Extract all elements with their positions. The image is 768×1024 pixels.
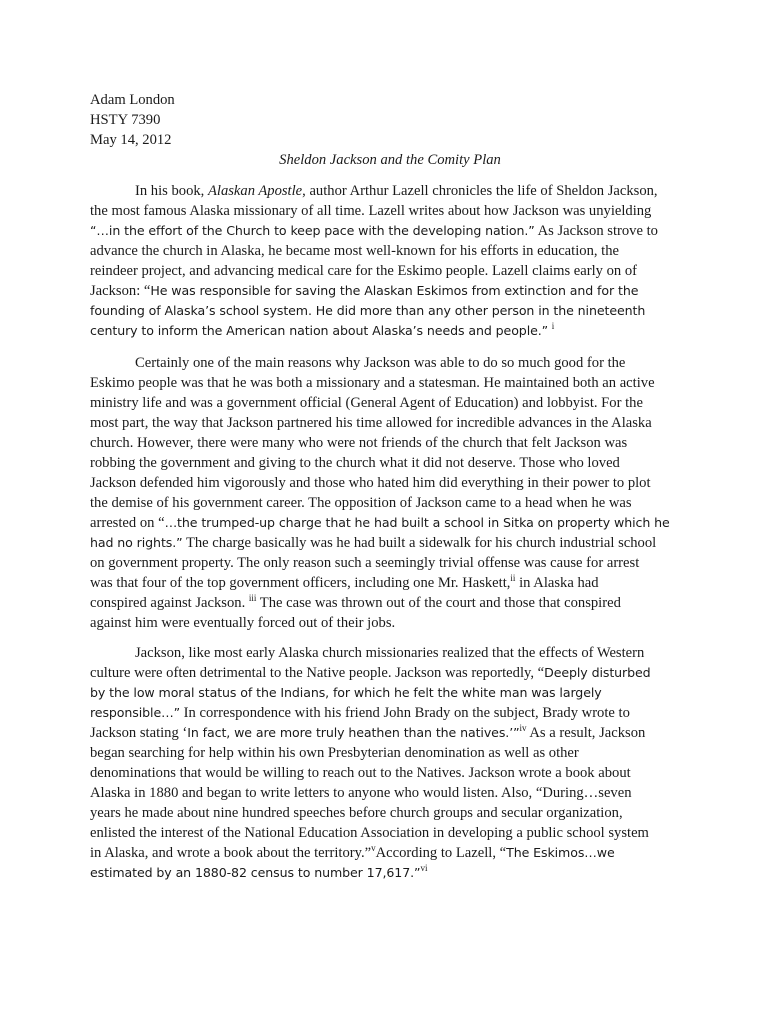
text-run: culture were often detrimental to the Native people. Jackson was reportedly, “	[90, 665, 545, 681]
paragraph-line	[90, 181, 690, 201]
paragraph-line: years he made about nine hundred speeches before church groups and secular organization,	[90, 805, 623, 821]
quoted-text: Deeply disturbed	[544, 665, 651, 680]
paragraph-line	[90, 573, 690, 593]
paragraph-line: ministry life and was a government official (General Agent of Education) and lobbyist. For the	[90, 395, 643, 411]
paragraph-line: robbing the government and giving to the church what it did not deserve. Those who loved	[90, 455, 620, 471]
quoted-text: …the trumped-up charge that he had built a school in Sitka on property which he	[164, 515, 670, 530]
course-code: HSTY 7390	[90, 112, 161, 128]
quoted-text: He was responsible for saving the Alaskan Eskimos from extinction and for the	[150, 283, 639, 298]
paragraph-1	[90, 181, 690, 341]
text-run: , author Arthur Lazell chronicles the life of Sheldon Jackson,	[302, 183, 658, 199]
paragraph-line: most part, the way that Jackson partnered his time allowed for incredible advances in the Alaska	[90, 415, 652, 431]
text-run: in Alaska had	[515, 575, 599, 591]
text-run: Jackson stating ‘	[90, 725, 188, 741]
paragraph-line	[90, 843, 690, 863]
quoted-text: century to inform the American nation about Alaska’s needs and people.”	[90, 323, 549, 338]
text-run: According to Lazell, “	[375, 845, 507, 861]
text-run: Jackson: “	[90, 283, 151, 299]
quoted-text: responsible…”	[90, 705, 181, 720]
paragraph-line: denominations that would be willing to reach out to the Natives. Jackson wrote a book about	[90, 765, 631, 781]
quoted-text: estimated by an 1880-82 census to number 17,617.”	[90, 865, 421, 880]
footnote-marker[interactable]: ii	[510, 573, 516, 584]
paragraph-line	[90, 513, 690, 533]
paragraph-3	[90, 643, 690, 883]
paragraph-line: by the low moral status of the Indians, for which he felt the white man was largely	[90, 685, 602, 700]
paragraph-line: church. However, there were many who were not friends of the church that felt Jackson was	[90, 435, 628, 451]
document-title: Sheldon Jackson and the Comity Plan	[279, 152, 501, 168]
paragraph-line	[90, 281, 690, 301]
paragraph-line: the demise of his government career. The opposition of Jackson came to a head when he was	[90, 495, 632, 511]
paragraph-line: enlisted the interest of the National Education Association in developing a public school system	[90, 825, 649, 841]
paragraph-line: reindeer project, and advancing medical care for the Eskimo people. Lazell claims early on of	[90, 263, 638, 279]
paragraph-line: began searching for help within his own Presbyterian denomination as well as other	[90, 745, 579, 761]
footnote-marker[interactable]: iv	[519, 723, 527, 734]
text-run: The charge basically was he had built a sidewalk for his church industrial school	[182, 535, 657, 551]
text-run: The case was thrown out of the court and those that conspired	[256, 595, 621, 611]
paragraph-2	[90, 353, 690, 633]
text-run: As a result, Jackson	[526, 725, 646, 741]
quoted-text: had no rights.”	[90, 535, 183, 550]
paragraph-line: founding of Alaska’s school system. He did more than any other person in the nineteenth	[90, 303, 646, 318]
footnote-marker[interactable]: v	[371, 843, 376, 854]
paragraph-line: Jackson, like most early Alaska church missionaries realized that the effects of Western	[135, 645, 645, 661]
paragraph-line: Certainly one of the main reasons why Jackson was able to do so much good for the	[135, 355, 626, 371]
paragraph-line	[90, 663, 690, 683]
text-run: conspired against Jackson.	[90, 595, 249, 611]
document-header	[90, 90, 690, 150]
paragraph-line: advance the church in Alaska, he became most well-known for his efforts in education, the	[90, 243, 619, 259]
paragraph-line: against him were eventually forced out of their jobs.	[90, 615, 396, 631]
footnote-marker[interactable]: iii	[248, 593, 257, 604]
book-title: Alaskan Apostle	[207, 183, 303, 199]
text-run: was that four of the top government officers, including one Mr. Haskett,	[90, 575, 511, 591]
quoted-text: In fact, we are more truly heathen than the natives.’”	[187, 725, 520, 740]
quoted-text: The Eskimos…we	[506, 845, 615, 860]
paragraph-line: Eskimo people was that he was both a missionary and a statesman. He maintained both an active	[90, 375, 655, 391]
text-run: As Jackson strove to	[534, 223, 658, 239]
paragraph-line	[90, 321, 690, 341]
paragraph-line	[90, 221, 690, 241]
paragraph-line	[90, 533, 690, 553]
paragraph-line	[90, 723, 690, 743]
paragraph-line	[90, 863, 690, 883]
text-run: In correspondence with his friend John Brady on the subject, Brady wrote to	[180, 705, 630, 721]
quoted-text: “…in the effort of the Church to keep pace with the developing nation.”	[90, 223, 535, 238]
paragraph-line: the most famous Alaska missionary of all time. Lazell writes about how Jackson was unyielding	[90, 203, 652, 219]
text-run: in Alaska, and wrote a book about the territory.”	[90, 845, 372, 861]
footnote-marker[interactable]: vi	[420, 863, 428, 874]
paragraph-line: on government property. The only reason such a seemingly trivial offense was cause for arrest	[90, 555, 640, 571]
author-name: Adam London	[90, 92, 175, 108]
paragraph-line	[90, 593, 690, 613]
text-run: arrested on “	[90, 515, 165, 531]
text-run: In his book,	[135, 183, 208, 199]
paragraph-line: Alaska in 1880 and began to write letters to anyone who would listen. Also, “During…seven	[90, 785, 632, 801]
paragraph-line	[90, 703, 690, 723]
footnote-marker[interactable]: i	[551, 321, 555, 332]
document-date: May 14, 2012	[90, 132, 172, 148]
paragraph-line: Jackson defended him vigorously and those who hated him did everything in their power to plot	[90, 475, 651, 491]
